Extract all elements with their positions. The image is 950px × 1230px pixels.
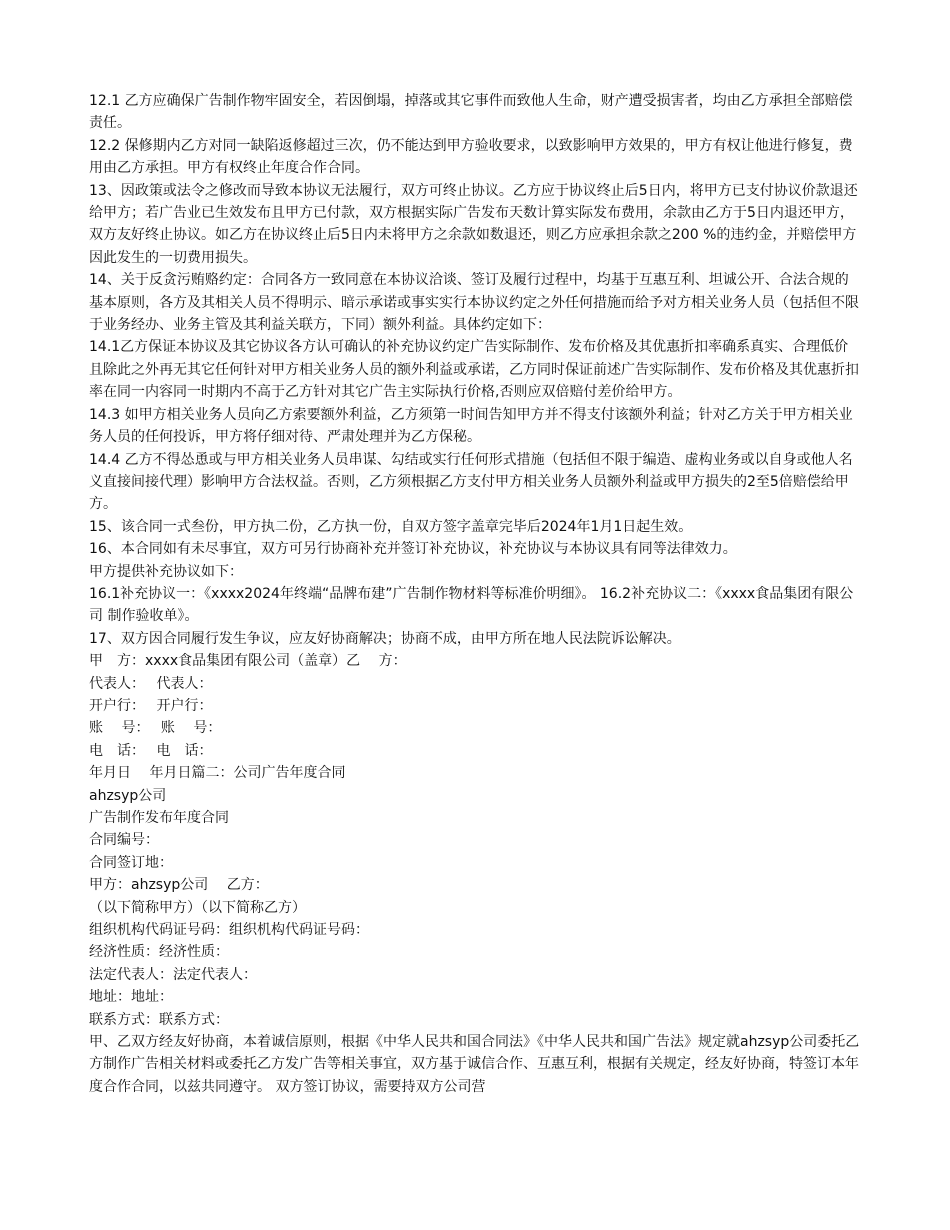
- clause-14: 14、关于反贪污贿赂约定：合同各方一致同意在本协议洽谈、签订及履行过程中，均基于互惠互利、坦诚公开、合法合规的基本原则，各方及其相关人员不得明示、暗示承诺或事实实行本协议约定之外任何措施而给予对方相关业务人员（包括但不限于业务经办、业务主管及其利益关联方，下同）额外利益。具体约定如下：: [89, 272, 859, 334]
- contact-line: 联系方式：联系方式：: [89, 1011, 229, 1028]
- signature-representative: 代表人： 代表人：: [89, 675, 213, 692]
- legal-rep-line: 法定代表人：法定代表人：: [89, 966, 257, 983]
- clause-13: 13、因政策或法令之修改而导致本协议无法履行，双方可终止协议。乙方应于协议终止后5日内，将甲方已支付协议价款退还给甲方；若广告业已生效发布且甲方已付款，双方根据实际广告发布天数计算实际发布费用，余款由乙方于5日内退还甲方，双方友好终止协议。如乙方在协议终止后5日内未将甲方之余款如数退还，则乙方应承担余款之200 %的违约金，并赔偿甲方因此发生的一切费用损失。: [89, 182, 858, 266]
- signature-date-and-section-title: 年月日 年月日篇二：公司广告年度合同: [89, 765, 346, 782]
- clause-14-4: 14.4 乙方不得怂恿或与甲方相关业务人员串谋、勾结或实行任何形式措施（包括但不限于编造、虚构业务或以自身或他人名义直接间接代理）影响甲方合法权益。否则，乙方须根据乙方支付甲方相关业务人员额外利益或甲方损失的2至5倍赔偿给甲方。: [89, 451, 853, 513]
- party-abbrev-line: （以下简称甲方）（以下简称乙方）: [89, 899, 306, 916]
- clause-12-2: 12.2 保修期内乙方对同一缺陷返修超过三次，仍不能达到甲方验收要求，以致影响甲方效果的，甲方有权让他进行修复，费用由乙方承担。甲方有权终止年度合作合同。: [89, 137, 853, 177]
- contract-place-label: 合同签订地：: [89, 854, 173, 871]
- contract-title: 广告制作发布年度合同: [89, 810, 229, 826]
- preamble-paragraph: 甲、乙双方经友好协商，本着诚信原则，根据《中华人民共和国合同法》《中华人民共和国广告法》规定就ahzsyp公司委托乙方制作广告相关材料或委托乙方发广告等相关事宜，双方基于诚信合作、互惠互利，根据有关规定，经友好协商，特签订本年度合作合同，以兹共同遵守。 双方签订协议，需要持双方公司营: [89, 1034, 860, 1095]
- signature-account: 账 号： 账 号：: [89, 720, 222, 737]
- party-line: 甲方：ahzsyp公司 乙方：: [89, 877, 269, 894]
- company-name: ahzsyp公司: [89, 787, 167, 804]
- contract-number-label: 合同编号：: [89, 832, 159, 849]
- clause-16: 16、本合同如有未尽事宜，双方可另行协商补充并签订补充协议，补充协议与本协议具有同等法律效力。: [89, 541, 737, 558]
- signature-phone: 电 话： 电 话：: [89, 742, 213, 759]
- clause-17: 17、双方因合同履行发生争议，应友好协商解决；协商不成，由甲方所在地人民法院诉讼解决。: [89, 630, 681, 647]
- supplement-intro: 甲方提供补充协议如下：: [89, 563, 243, 580]
- org-code-line: 组织机构代码证号码：组织机构代码证号码：: [89, 922, 369, 939]
- economic-nature-line: 经济性质：经济性质：: [89, 944, 229, 961]
- clause-14-1: 14.1乙方保证本协议及其它协议各方认可确认的补充协议约定广告实际制作、发布价格及其优惠折扣率确系真实、合理低价且除此之外再无其它任何针对甲方相关业务人员的额外利益或承诺，乙方同时保证前述广告实际制作、发布价格及其优惠折扣率在同一内容同一时期内不高于乙方针对其它广告主实际执行价格,否则应双倍赔付差价给甲方。: [89, 339, 859, 401]
- document-body: [89, 90, 861, 1098]
- clause-16-1-16-2: 16.1补充协议一：《xxxx2024年终端“品牌布建”广告制作物材料等标准价明细》。 16.2补充协议二：《xxxx食品集团有限公司 制作验收单》。: [89, 585, 854, 625]
- address-line: 地址：地址：: [89, 989, 173, 1006]
- signature-party-line: 甲 方：xxxx食品集团有限公司（盖章）乙 方：: [89, 653, 407, 670]
- clause-15: 15、该合同一式叁份，甲方执二份，乙方执一份，自双方签字盖章完毕后2024年1月1日起生效。: [89, 518, 693, 535]
- signature-bank: 开户行： 开户行：: [89, 697, 213, 714]
- clause-14-3: 14.3 如甲方相关业务人员向乙方索要额外利益，乙方须第一时间告知甲方并不得支付该额外利益；针对乙方关于甲方相关业务人员的任何投诉，甲方将仔细对待、严肃处理并为乙方保秘。: [89, 406, 853, 446]
- clause-12-1: 12.1 乙方应确保广告制作物牢固安全，若因倒塌，掉落或其它事件而致他人生命，财产遭受损害者，均由乙方承担全部赔偿责任。: [89, 93, 853, 132]
